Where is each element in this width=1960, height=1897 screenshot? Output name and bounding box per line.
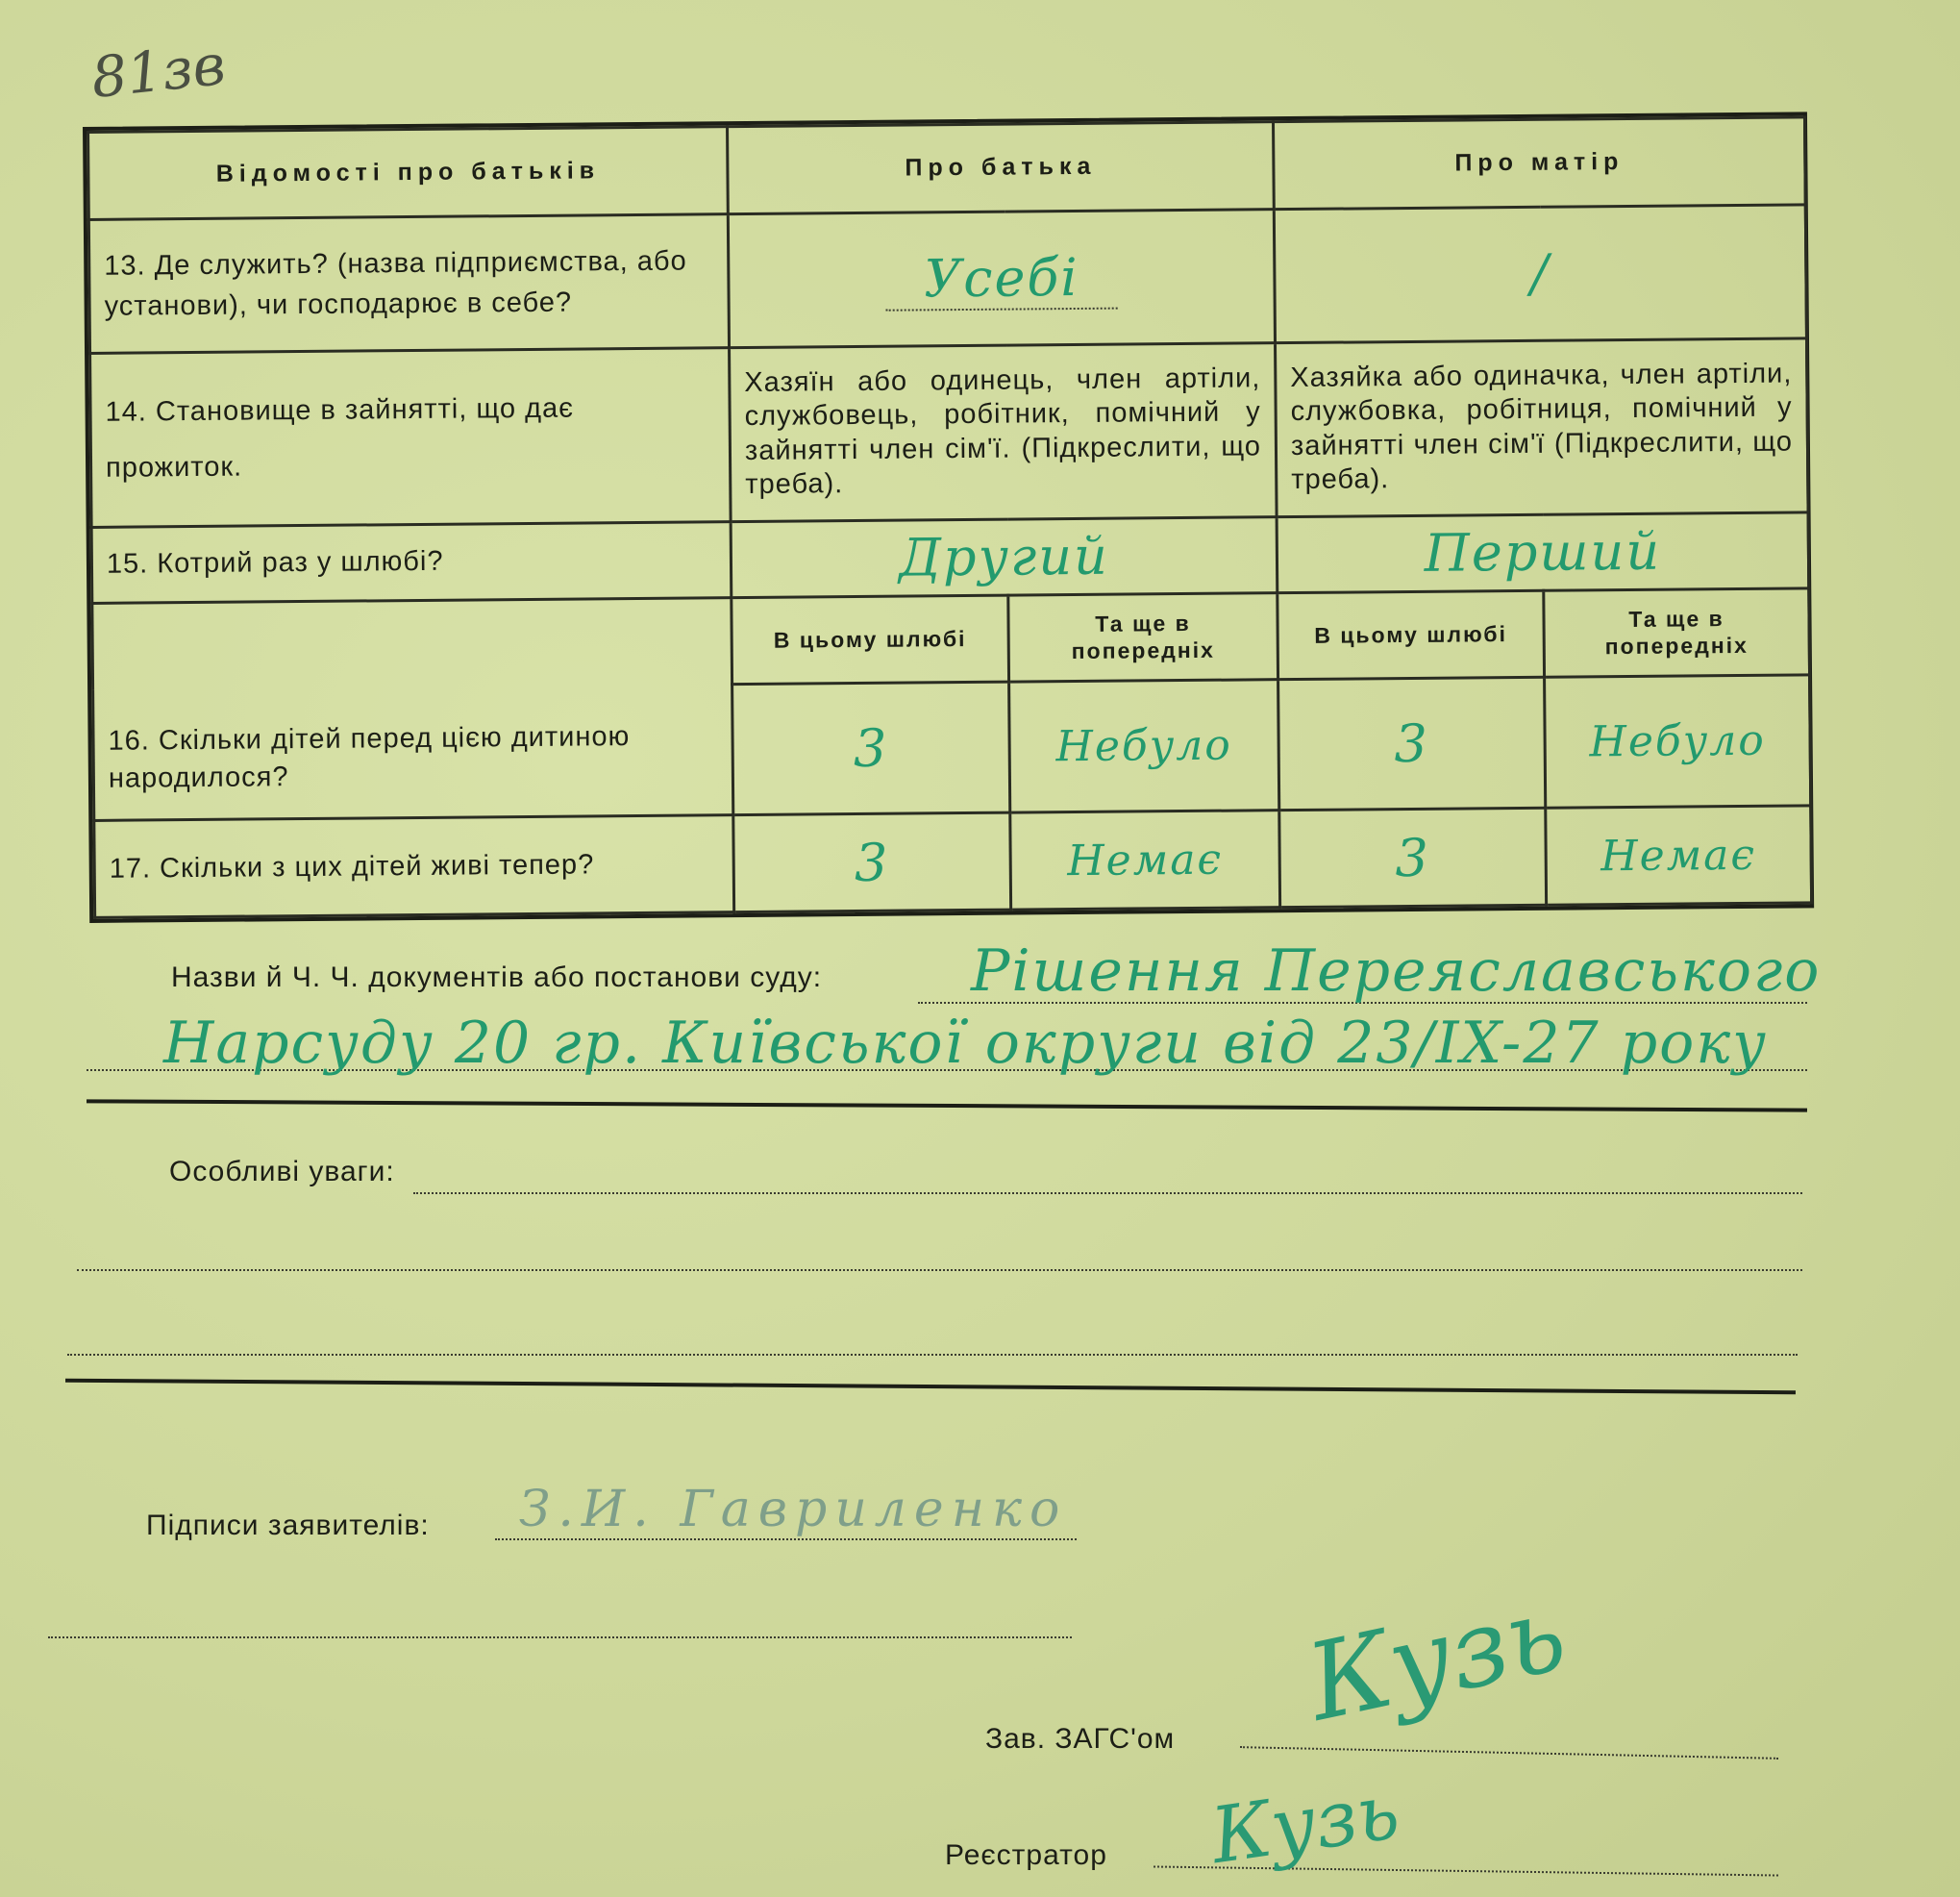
row15-mother-cell (1277, 512, 1809, 592)
applicants-signature: З.И. Гавриленко (519, 1481, 1068, 1538)
row13-mother-cell (1274, 205, 1806, 343)
row17-father-prev-value: Немає (1067, 835, 1224, 886)
zags-head-line (1240, 1746, 1778, 1760)
row16-father-this-value: 3 (853, 717, 889, 780)
row13-label: 13. Де служить? (назва підприємства, або установи), чи господарює в себе? (88, 213, 729, 353)
header-parents-info: Відомості про батьків (88, 127, 729, 219)
row17-label: 17. Скільки з цих дітей живі тепер? (94, 815, 734, 918)
row16-mother-this-value: 3 (1394, 713, 1430, 775)
row14-father-options: Хазяїн або одинець, член артіли, службовець, робітник, помічний у зайнятті член сім'ї. (Підкреслити, що треба). (730, 342, 1278, 521)
row17-father-this-value: 3 (854, 832, 890, 893)
remarks-line-1 (413, 1192, 1802, 1194)
row15-father-cell (731, 517, 1278, 598)
documents-value-line2: Нарсуду 20 гр. Київської округи від 23/IX-27 року (163, 1010, 1768, 1077)
row17-mother-this-value: 3 (1395, 827, 1431, 888)
remarks-section-rule (65, 1379, 1796, 1395)
applicants-label: Підписи заявителів: (146, 1510, 430, 1541)
row14-label: 14. Становище в зайнятті, що дає прожиток. (90, 347, 732, 527)
row15-mother-value: Перший (1424, 520, 1662, 585)
subheader-father-this: В цьому шлюбі (732, 595, 1009, 685)
row17-mother-prev-value: Немає (1600, 830, 1757, 881)
header-mother: Про матір (1274, 117, 1806, 209)
row17-mother-prev (1546, 806, 1812, 905)
row15-father-value: Другий (898, 525, 1110, 588)
subheader-father-prev: Та ще в попередніх (1008, 592, 1278, 682)
documents-value-line1: Рішення Переяславського (971, 937, 1822, 1005)
zags-head-label: Зав. ЗАГС'ом (985, 1723, 1176, 1755)
row17-father-prev (1010, 811, 1280, 910)
applicants-line-1 (495, 1538, 1077, 1540)
row15-label: 15. Котрий раз у шлюбі? (91, 522, 732, 603)
row16-label: 16. Скільки дітей перед цією дитиною народилося? (92, 597, 733, 820)
row17-mother-this (1279, 808, 1547, 907)
row16-mother-prev (1545, 675, 1811, 808)
row13-father-cell (728, 209, 1275, 347)
subheader-mother-prev: Та ще в попередніх (1544, 587, 1810, 677)
applicants-line-2 (48, 1636, 1072, 1638)
subheader-mother-this: В цьому шлюбі (1278, 590, 1545, 680)
zags-head-signature: Кузь (1297, 1570, 1576, 1745)
row16-father-prev-value: Небуло (1055, 720, 1233, 772)
row13-father-value: Усебі (885, 247, 1118, 312)
remarks-line-2 (77, 1269, 1802, 1271)
documents-label: Назви й Ч. Ч. документів або постанови суду: (171, 961, 823, 993)
row16-father-prev (1009, 680, 1279, 812)
row14-mother-options: Хазяйка або одиначка, член артіли, службовка, робітниця, помічний у зайнятті член сім'ї (Підкреслити, що треба). (1276, 338, 1809, 517)
row17-father-this (733, 812, 1011, 911)
documents-section-rule (87, 1099, 1807, 1111)
row16-father-this (732, 682, 1010, 814)
row16-mother-this (1278, 677, 1546, 810)
remarks-line-3 (67, 1354, 1798, 1356)
row13-mother-value: / (1530, 242, 1551, 305)
row16-mother-prev-value: Небуло (1589, 715, 1767, 767)
remarks-label: Особливі уваги: (169, 1156, 395, 1187)
parents-info-table (83, 112, 1814, 923)
registrar-signature: Кузь (1205, 1765, 1405, 1882)
page-number: 81зв (87, 31, 229, 112)
header-father: Про батька (728, 122, 1275, 214)
registrar-label: Реєстратор (945, 1839, 1107, 1871)
